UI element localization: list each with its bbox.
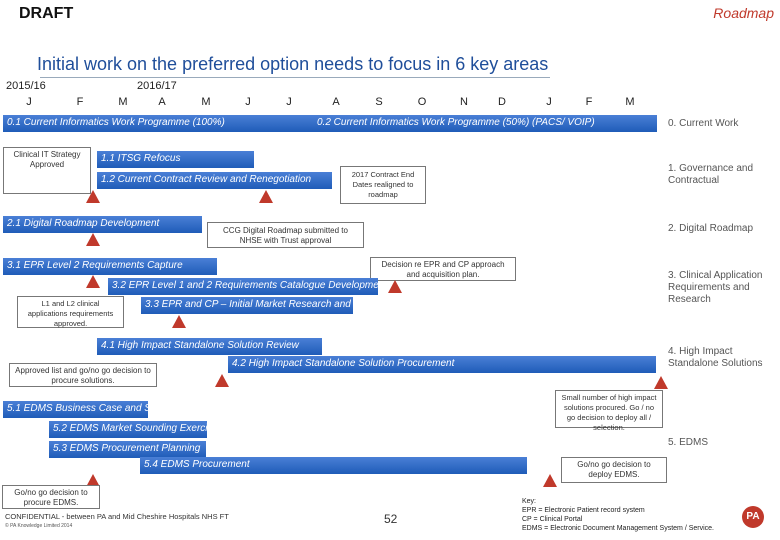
task-bar-3-2: 3.2 EPR Level 1 and 2 Requirements Catalogue Development xyxy=(108,278,378,295)
milestone-note-clinical-it: Clinical IT Strategy Approved xyxy=(3,147,91,194)
milestone-note-approved-list: Approved list and go/no go decision to procure solutions. xyxy=(9,363,157,387)
confidential-note: CONFIDENTIAL - between PA and Mid Cheshire Hospitals NHS FT xyxy=(5,512,229,521)
pa-logo: PA xyxy=(742,506,764,528)
month-label: J xyxy=(245,96,251,108)
area-label-high-impact: 4. High Impact Standalone Solutions xyxy=(668,346,763,369)
month-label: S xyxy=(375,96,383,108)
area-label-current-work: 0. Current Work xyxy=(668,118,739,129)
month-label: F xyxy=(76,96,84,108)
task-bar-5-3: 5.3 EDMS Procurement Planning xyxy=(49,441,206,458)
milestone-note-ccg: CCG Digital Roadmap submitted to NHSE with Trust approval xyxy=(207,222,364,248)
page-number: 52 xyxy=(384,512,398,526)
task-bar-0-2: 0.2 Current Informatics Work Programme (50%) (PACS/ VOIP) xyxy=(313,115,657,132)
copyright-note: © PA Knowledge Limited 2014 xyxy=(5,523,73,529)
milestone-marker xyxy=(86,275,100,288)
roadmap-label: Roadmap xyxy=(713,5,774,21)
area-label-clinical-applications: 3. Clinical Application Requirements and Research xyxy=(668,270,763,305)
month-label: F xyxy=(585,96,593,108)
task-bar-0-1: 0.1 Current Informatics Work Programme (100%) xyxy=(3,115,313,132)
title-rule xyxy=(40,77,550,78)
month-label: O xyxy=(417,96,427,108)
month-label: M xyxy=(625,96,635,108)
milestone-marker xyxy=(654,376,668,389)
key-line: EPR = Electronic Patient record system xyxy=(522,507,645,514)
task-bar-5-1: 5.1 EDMS Business Case and Specification Review xyxy=(3,401,148,418)
area-label-digital-roadmap: 2. Digital Roadmap xyxy=(668,223,754,234)
month-label: J xyxy=(286,96,292,108)
month-label: N xyxy=(460,96,468,108)
milestone-note-l1-l2: L1 and L2 clinical applications requirements approved. xyxy=(17,296,124,328)
year-label-2016-17: 2016/17 xyxy=(137,80,177,92)
task-bar-5-2: 5.2 EDMS Market Sounding Exercise xyxy=(49,421,207,438)
month-label: A xyxy=(158,96,166,108)
draft-label: DRAFT xyxy=(19,5,74,22)
key-line: EDMS = Electronic Document Management System / Service. xyxy=(522,525,714,532)
task-bar-4-2: 4.2 High Impact Standalone Solution Procurement xyxy=(228,356,656,373)
milestone-marker xyxy=(172,315,186,328)
page-title: Initial work on the preferred option needs to focus in 6 key areas xyxy=(37,54,549,74)
milestone-marker xyxy=(215,374,229,387)
milestone-marker xyxy=(86,233,100,246)
milestone-note-small-number: Small number of high impact solutions procured. Go / no go decision to deploy all / selection. xyxy=(555,390,663,428)
month-label: D xyxy=(498,96,506,108)
task-bar-3-3: 3.3 EPR and CP – Initial Market Research and Detailed Planning xyxy=(141,297,353,314)
milestone-marker xyxy=(543,474,557,487)
milestone-marker xyxy=(388,280,402,293)
key-line: CP = Clinical Portal xyxy=(522,516,583,523)
milestone-marker xyxy=(86,190,100,203)
year-label-2015-16: 2015/16 xyxy=(6,80,46,92)
month-label: J xyxy=(546,96,552,108)
task-bar-1-2: 1.2 Current Contract Review and Renegotiation xyxy=(97,172,332,189)
task-bar-3-1: 3.1 EPR Level 2 Requirements Capture xyxy=(3,258,217,275)
milestone-note-procure-edms: Go/no go decision to procure EDMS. xyxy=(2,485,100,509)
milestone-note-deploy-edms: Go/no go decision to deploy EDMS. xyxy=(561,457,667,483)
area-label-edms: 5. EDMS xyxy=(668,437,709,448)
milestone-note-epr-decision: Decision re EPR and CP approach and acquisition plan. xyxy=(370,257,516,281)
task-bar-1-1: 1.1 ITSG Refocus xyxy=(97,151,254,168)
area-label-governance: 1. Governance and Contractual xyxy=(668,163,754,186)
key-title: Key: xyxy=(522,498,537,505)
milestone-marker xyxy=(259,190,273,203)
task-bar-2-1: 2.1 Digital Roadmap Development xyxy=(3,216,202,233)
month-label: M xyxy=(201,96,211,108)
month-label: M xyxy=(118,96,128,108)
milestone-note-contract: 2017 Contract End Dates realigned to roadmap xyxy=(340,166,426,204)
task-bar-5-4: 5.4 EDMS Procurement xyxy=(140,457,527,474)
task-bar-4-1: 4.1 High Impact Standalone Solution Review xyxy=(97,338,322,355)
month-label: A xyxy=(332,96,340,108)
month-label: J xyxy=(26,96,32,108)
